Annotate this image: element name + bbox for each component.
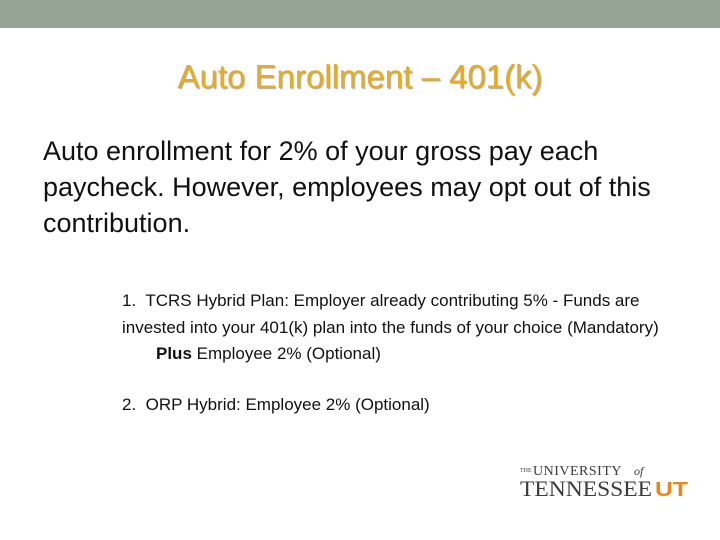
top-accent-bar: [0, 0, 720, 28]
list-item-1: [122, 288, 702, 341]
logo-university: UNIVERSITY: [533, 464, 622, 479]
university-of-tennessee-logo: [518, 462, 690, 500]
plus-label: Plus: [156, 344, 192, 363]
list-item-2-number: 2.: [122, 394, 137, 414]
logo-of: of: [634, 464, 644, 478]
logo-tennessee: TENNESSEE: [520, 476, 652, 500]
list-item-2-text: ORP Hybrid: Employee 2% (Optional): [145, 394, 430, 414]
list-item-1-plus: [122, 341, 702, 368]
intro-paragraph: Auto enrollment for 2% of your gross pay each paycheck. However, employees may opt out of this contribution.: [43, 136, 651, 238]
list-item-1-text: TCRS Hybrid Plan: Employer already contributing 5% - Funds are invested into your 401(k) plan into the funds of your choice (Mandatory): [122, 291, 659, 337]
plus-text: Employee 2% (Optional): [191, 344, 381, 363]
logo-ut-mark: UT: [655, 479, 688, 500]
plan-list: [122, 288, 702, 418]
list-item-1-number: 1.: [122, 291, 137, 310]
logo-the: THE: [520, 468, 532, 474]
slide-title: Auto Enrollment – 401(k): [177, 58, 543, 95]
list-item-2: [122, 392, 702, 419]
